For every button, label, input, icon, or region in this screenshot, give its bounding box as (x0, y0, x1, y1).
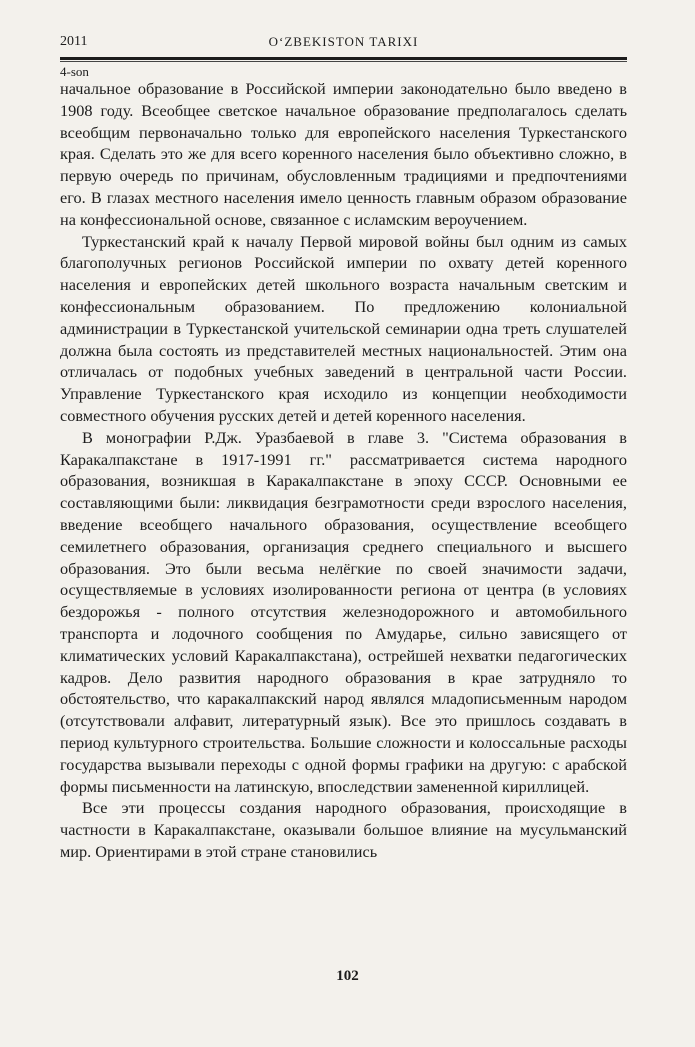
article-body (60, 78, 627, 863)
paragraph-1: начальное образование в Российской империи законодательно было введено в 1908 году. Всеобщее светское начальное образование предполагалось сделать всеобщим первоначально только для европейского населения Туркестанского края. Сделать это же для всего коренного населения было объективно сложно, в первую очередь по причинам, обусловленным традициями и предпочтениями его. В глазах местного населения имело ценность главным образом образование на конфессиональной основе, связанное с исламским вероучением. (60, 79, 627, 229)
header-year: 2011 (60, 34, 88, 49)
journal-title: O‘ZBEKISTON TARIXI (268, 34, 419, 49)
issue-number: 4-son (60, 64, 89, 79)
page-number: 102 (336, 968, 359, 984)
paragraph-2: Туркестанский край к началу Первой мировой войны был одним из самых благополучных регионов Российской империи по охвату детей коренного населения и европейских детей школьного возраста начальным светским и конфессиональным образованием. По предложению колониальной администрации в Туркестанской учительской семинарии одна треть слушателей должна была состоять из представителей местных национальностей. Этим она отличалась от подобных учебных заведений в центральной части России. Управление Туркестанского края исходило из концепции необходимости совместного обучения русских детей и детей коренного населения. (60, 231, 627, 425)
header-rule (60, 57, 627, 60)
paragraph-3: В монографии Р.Дж. Уразбаевой в главе 3. "Система образования в Каракалпакстане в 1917-1991 гг." рассматривается система народного образования, возникшая в Каракалпакстане в эпоху СССР. Основными ее составляющими были: ликвидация безграмотности среди взрослого населения, введение всеобщего начального образования, осуществление всеобщего семилетнего образования, организация среднего специального и высшего образования. Это были весьма нелёгкие по своей значимости задачи, осуществляемые в условиях изолированности региона от центра (в условиях бездорожья - полного отсутствия железнодорожного и автомобильного транспорта и лодочного сообщения по Амударье, сильно зависящего от климатических условий Каракалпакстана), острейшей нехватки педагогических кадров. Дело развития народного образования в крае затрудняло то обстоятельство, что каракалпакский народ являлся младописьменным народом (отсутствовали алфавит, литературный язык). Все это пришлось создавать в период культурного строительства. Большие сложности и колоссальные расходы государства вызывали переходы с одной формы графики на другую: с арабской формы письменности на латинскую, впоследствии замененной кириллицей. (60, 427, 627, 796)
header-rule-thin (60, 61, 627, 62)
paragraph-4: Все эти процессы создания народного образования, происходящие в частности в Каракалпакстане, оказывали большое влияние на мусульманский мир. Ориентирами в этой стране становились (60, 798, 627, 861)
running-header (60, 34, 627, 58)
